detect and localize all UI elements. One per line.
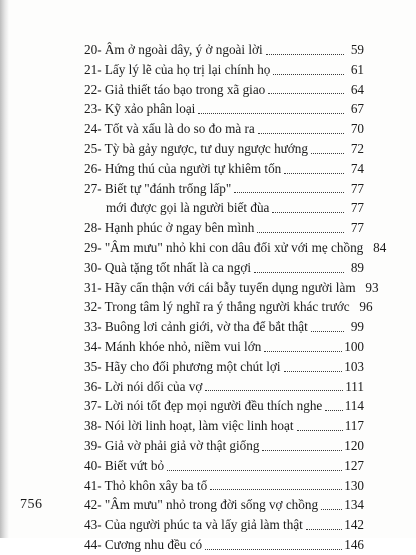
toc-entry bbox=[84, 297, 373, 317]
toc-entry-page: 77 bbox=[350, 180, 364, 196]
toc-entry-title: 26- Hứng thú của người tự khiêm tốn bbox=[84, 160, 282, 176]
toc-entry-title: 33- Buông lơi cảnh giới, vờ tha để bắt thật bbox=[84, 319, 308, 335]
toc-leader-dots bbox=[266, 54, 344, 55]
toc-leader-dots bbox=[311, 331, 344, 332]
toc-entry-page: 59 bbox=[350, 42, 364, 57]
toc-entry bbox=[84, 99, 364, 119]
toc-entry bbox=[84, 495, 364, 515]
toc-entry-title: 34- Mánh khóe nhỏ, niềm vui lớn bbox=[84, 338, 262, 354]
toc-entry bbox=[84, 159, 364, 179]
page-number: 756 bbox=[20, 497, 43, 512]
toc-entry-title: 38- Nói lời linh hoạt, làm việc linh hoạt bbox=[84, 418, 294, 434]
toc-entry-title: 27- Biết tự "đánh trống lấp" bbox=[84, 180, 232, 196]
toc-entry-page: 114 bbox=[344, 398, 364, 414]
toc-leader-dots bbox=[254, 272, 344, 273]
toc-leader-dots bbox=[306, 529, 342, 530]
toc-entry bbox=[84, 80, 364, 100]
toc-entry-title: 42- "Âm mưu" nhỏ trong đời sống vợ chồng bbox=[84, 497, 319, 513]
toc-entry bbox=[84, 416, 364, 436]
toc-leader-dots bbox=[284, 371, 343, 372]
toc-entry-title: 21- Lấy lý lẽ của họ trị lại chính họ bbox=[84, 61, 271, 77]
toc-entry bbox=[84, 198, 364, 218]
toc-entry-title: 28- Hạnh phúc ở ngay bên mình bbox=[84, 220, 255, 236]
toc-leader-dots bbox=[167, 470, 342, 471]
toc-entry-page: 117 bbox=[344, 418, 364, 434]
toc-entry-title: 40- Biết vứt bỏ bbox=[84, 457, 165, 473]
toc-entry bbox=[84, 40, 364, 60]
toc-entry-title: 35- Hãy cho đối phương một chút lợi bbox=[84, 358, 281, 374]
toc-leader-dots bbox=[205, 390, 343, 391]
toc-entry bbox=[84, 436, 364, 456]
toc-entry-page: 61 bbox=[350, 61, 364, 77]
toc-leader-dots bbox=[311, 153, 344, 154]
toc-entry bbox=[84, 258, 364, 278]
toc-entry-title: 41- Thỏ khôn xây ba tổ bbox=[84, 477, 208, 493]
toc-leader-dots bbox=[264, 351, 342, 352]
toc-entry-page: 84 bbox=[373, 239, 387, 255]
toc-entry-title: 23- Kỹ xảo phân loại bbox=[84, 101, 196, 117]
toc-leader-dots bbox=[257, 232, 344, 233]
toc-entry bbox=[84, 238, 387, 258]
toc-entry-page: 70 bbox=[350, 121, 364, 137]
toc-entry-title: 24- Tốt và xấu là do so đo mà ra bbox=[84, 121, 255, 137]
toc-entry-title: mới được gọi là người biết đùa bbox=[106, 200, 270, 216]
toc-entry bbox=[84, 119, 364, 139]
toc-entry-page: 99 bbox=[350, 319, 364, 335]
toc-entry bbox=[84, 139, 364, 159]
toc-entry-page: 127 bbox=[344, 457, 364, 473]
toc-entry-page: 134 bbox=[344, 497, 364, 513]
toc-entry-page: 100 bbox=[344, 338, 364, 354]
toc-entry-title: 39- Giả vờ phải giả vờ thật giống bbox=[84, 437, 260, 453]
toc-entry-page: 67 bbox=[350, 101, 364, 117]
toc-entry bbox=[84, 278, 379, 298]
binding-shadow bbox=[0, 0, 9, 538]
toc-entry-page: 142 bbox=[344, 517, 364, 533]
toc-entry-page: 111 bbox=[345, 378, 364, 394]
toc-entry-page: 96 bbox=[359, 299, 373, 315]
toc-entry-title: 43- Của người phúc ta và lấy giả làm thật bbox=[84, 517, 303, 533]
toc-entry bbox=[84, 60, 364, 80]
toc-entry bbox=[84, 179, 364, 199]
toc-entry-title: 20- Âm ở ngoài dây, ý ở ngoài lời bbox=[84, 42, 263, 57]
toc-entry-page: 77 bbox=[350, 200, 364, 216]
toc-entry bbox=[84, 476, 364, 496]
toc-leader-dots bbox=[268, 93, 344, 94]
toc-entry-page: 64 bbox=[350, 81, 364, 97]
toc-entry bbox=[84, 357, 364, 377]
toc-entry-page: 77 bbox=[350, 220, 364, 236]
toc-leader-dots bbox=[234, 192, 344, 193]
toc-leader-dots bbox=[325, 410, 342, 411]
toc-entry bbox=[84, 515, 364, 535]
toc-leader-dots bbox=[210, 489, 342, 490]
toc-leader-dots bbox=[205, 549, 342, 550]
toc-leader-dots bbox=[258, 133, 344, 134]
toc-entry-title: 32- Trong tâm lý nghĩ ra ý thắng người khác trước bbox=[84, 299, 350, 315]
toc-entry-title: 22- Giả thiết táo bạo trong xã giao bbox=[84, 81, 266, 97]
toc-entry bbox=[84, 396, 364, 416]
toc-leader-dots bbox=[273, 74, 344, 75]
toc-entry-title: 25- Tỳ bà gảy ngược, tư duy ngược hướng bbox=[84, 140, 308, 156]
toc-leader-dots bbox=[272, 212, 344, 213]
toc-entry-page: 93 bbox=[365, 279, 379, 295]
toc-entry-page: 120 bbox=[344, 437, 364, 453]
toc-entry bbox=[84, 317, 364, 337]
toc-entry-page: 146 bbox=[344, 536, 364, 552]
table-of-contents bbox=[84, 40, 387, 555]
toc-entry bbox=[84, 456, 364, 476]
toc-leader-dots bbox=[284, 173, 344, 174]
toc-entry-page: 72 bbox=[350, 140, 364, 156]
toc-entry bbox=[84, 337, 364, 357]
toc-entry bbox=[84, 218, 364, 238]
toc-leader-dots bbox=[321, 509, 342, 510]
toc-leader-dots bbox=[198, 113, 344, 114]
toc-entry-title: 29- "Âm mưu" nhỏ khi con dâu đối xử với mẹ chồng bbox=[84, 239, 364, 255]
toc-entry-page: 130 bbox=[344, 477, 364, 493]
toc-leader-dots bbox=[297, 430, 343, 431]
toc-entry-title: 30- Quà tặng tốt nhất là ca ngợi bbox=[84, 259, 252, 275]
toc-entry-title: 44- Cương nhu đều có bbox=[84, 536, 203, 552]
toc-entry-page: 74 bbox=[350, 160, 364, 176]
toc-entry-title: 31- Hãy cẩn thận với cái bẫy tuyển dụng người làm bbox=[84, 279, 356, 295]
toc-leader-dots bbox=[262, 450, 342, 451]
toc-entry-title: 37- Lời nói tốt đẹp mọi người đều thích nghe bbox=[84, 398, 323, 414]
toc-entry-page: 89 bbox=[350, 259, 364, 275]
toc-entry bbox=[84, 377, 364, 397]
toc-entry-page: 103 bbox=[344, 358, 364, 374]
toc-entry-title: 36- Lời nói dối của vợ bbox=[84, 378, 203, 394]
